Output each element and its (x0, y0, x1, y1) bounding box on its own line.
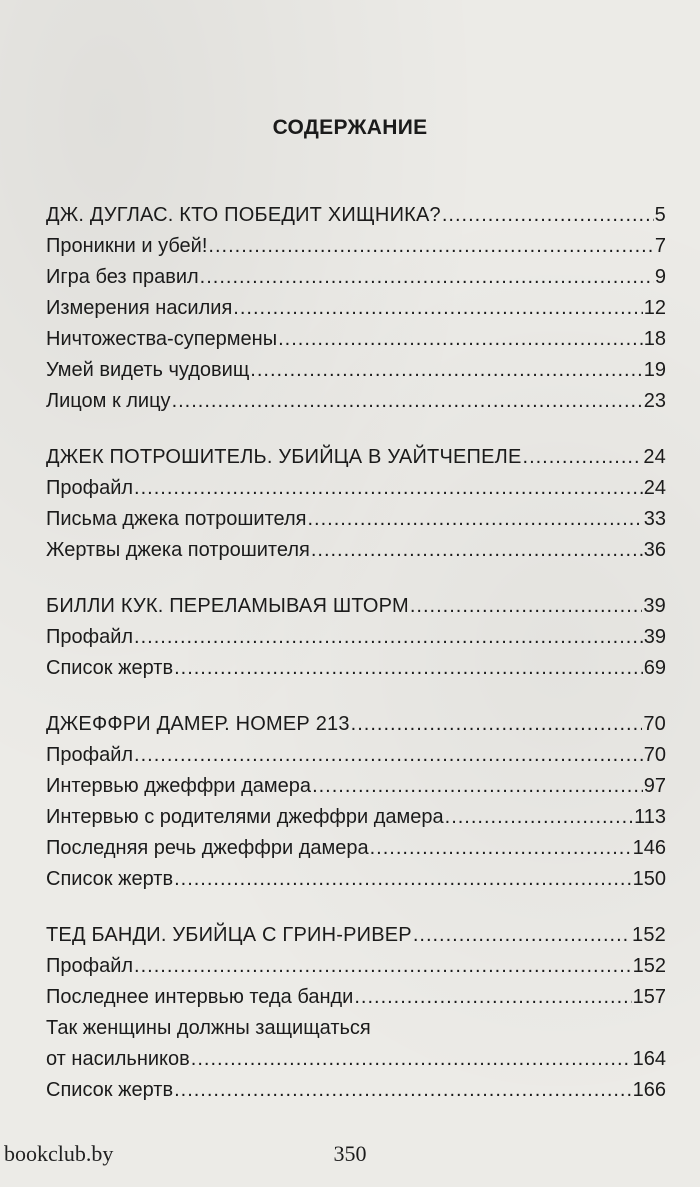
toc-entry-page: 12 (643, 297, 666, 319)
toc-entry (46, 324, 666, 355)
dot-leader (134, 740, 643, 771)
dot-leader (410, 591, 642, 622)
dot-leader (278, 324, 643, 355)
toc-entry-text-continued: от насильников (46, 1048, 190, 1070)
toc-entry-page: 150 (632, 868, 666, 890)
toc-heading (46, 709, 666, 740)
toc-section (46, 920, 666, 1106)
toc-entry (46, 864, 666, 895)
toc-heading-page: 70 (643, 713, 666, 735)
toc-entry (46, 833, 666, 864)
toc-entry-text: Профайл (46, 744, 134, 766)
toc-entry (46, 802, 666, 833)
toc-entry-text: Игра без правил (46, 266, 199, 288)
toc-entry-page: 33 (643, 508, 666, 530)
toc-entry (46, 473, 666, 504)
toc-entry-page: 23 (643, 390, 666, 412)
dot-leader (208, 231, 653, 262)
toc-heading-page: 24 (643, 446, 666, 468)
toc-entry-text: Так женщины должны защищаться (46, 1017, 371, 1039)
toc-heading-page: 39 (643, 595, 666, 617)
toc-entry-text: Интервью с родителями джеффри дамера (46, 806, 444, 828)
toc-entry-page: 19 (643, 359, 666, 381)
dot-leader (174, 1075, 632, 1106)
toc-heading-text: ДЖЕФФРИ ДАМЕР. НОМЕР 213 (46, 713, 350, 735)
toc-entry-text: Список жертв (46, 868, 174, 890)
dot-leader (413, 920, 631, 951)
page-number: 350 (333, 1141, 367, 1166)
toc-entry-page: 9 (654, 266, 666, 288)
toc-heading-text: ТЕД БАНДИ. УБИЙЦА С ГРИН-РИВЕР (46, 924, 412, 946)
dot-leader (312, 771, 643, 802)
dot-leader (134, 473, 643, 504)
toc-entry-page: 152 (632, 955, 666, 977)
toc-entry (46, 386, 666, 417)
toc-entry-page: 166 (632, 1079, 666, 1101)
toc-entry-text: Проникни и убей! (46, 235, 208, 257)
toc-entry (46, 1044, 666, 1075)
toc-entry-page: 146 (632, 837, 666, 859)
toc-entry (46, 771, 666, 802)
toc-entry (46, 293, 666, 324)
dot-leader (174, 653, 643, 684)
toc-entry-text: Профайл (46, 955, 134, 977)
toc-entry-text: Профайл (46, 626, 134, 648)
toc-entry (46, 504, 666, 535)
toc-entry-page: 24 (643, 477, 666, 499)
dot-leader (250, 355, 642, 386)
toc-entry-page: 7 (654, 235, 666, 257)
toc-entry-page: 97 (643, 775, 666, 797)
dot-leader (523, 442, 643, 473)
toc-entry-text: Ничтожества-супермены (46, 328, 278, 350)
watermark: bookclub.by (4, 1141, 114, 1166)
toc-entry-page: 18 (643, 328, 666, 350)
toc-entry (46, 653, 666, 684)
toc-entry-text: Лицом к лицу (46, 390, 171, 412)
toc-heading (46, 920, 666, 951)
toc-heading-text: ДЖЕК ПОТРОШИТЕЛЬ. УБИЙЦА В УАЙТЧЕПЕЛЕ (46, 446, 522, 468)
toc-entry-text: Умей видеть чудовищ (46, 359, 250, 381)
toc-entry (46, 355, 666, 386)
toc-heading-page: 152 (632, 924, 666, 946)
toc-entry-text: Список жертв (46, 657, 174, 679)
dot-leader (354, 982, 631, 1013)
dot-leader (134, 622, 643, 653)
toc-heading (46, 442, 666, 473)
toc-entry-text: Интервью джеффри дамера (46, 775, 312, 797)
toc-section (46, 442, 666, 566)
toc-heading-text: ДЖ. ДУГЛАС. КТО ПОБЕДИТ ХИЩНИКА? (46, 204, 441, 226)
toc-entry-text: Профайл (46, 477, 134, 499)
toc-entry (46, 535, 666, 566)
toc-entry (46, 1075, 666, 1106)
toc-entry-text: Список жертв (46, 1079, 174, 1101)
toc-entry-text: Измерения насилия (46, 297, 233, 319)
dot-leader (172, 386, 643, 417)
page-footer (0, 1141, 700, 1171)
dot-leader (445, 802, 633, 833)
dot-leader (307, 504, 642, 535)
dot-leader (174, 864, 632, 895)
dot-leader (233, 293, 642, 324)
toc-entry (46, 740, 666, 771)
page-title: СОДЕРЖАНИЕ (272, 116, 428, 139)
toc-heading-page: 5 (654, 204, 666, 226)
toc-entry-text: Письма джека потрошителя (46, 508, 307, 530)
dot-leader (200, 262, 654, 293)
toc-entry-page: 113 (634, 806, 666, 828)
toc-entry (46, 951, 666, 982)
toc-heading (46, 200, 666, 231)
toc-entry-page: 164 (632, 1048, 666, 1070)
dot-leader (311, 535, 643, 566)
toc-entry-text: Жертвы джека потрошителя (46, 539, 310, 561)
toc-entry-text: Последняя речь джеффри дамера (46, 837, 369, 859)
toc-entry-page: 70 (643, 744, 666, 766)
dot-leader (351, 709, 643, 740)
toc-heading-text: БИЛЛИ КУК. ПЕРЕЛАМЫВАЯ ШТОРМ (46, 595, 409, 617)
toc-entry-text: Последнее интервью теда банди (46, 986, 354, 1008)
toc-entry-page: 69 (643, 657, 666, 679)
dot-leader (370, 833, 632, 864)
toc-entry-page: 157 (632, 986, 666, 1008)
toc-entry (46, 262, 666, 293)
toc-section (46, 591, 666, 684)
table-of-contents (46, 200, 666, 1131)
toc-section (46, 709, 666, 895)
toc-entry (46, 982, 666, 1013)
toc-entry (46, 231, 666, 262)
toc-entry-page: 36 (643, 539, 666, 561)
toc-section (46, 200, 666, 417)
dot-leader (442, 200, 654, 231)
toc-entry (46, 622, 666, 653)
toc-entry-first-line (46, 1013, 666, 1044)
toc-heading (46, 591, 666, 622)
toc-entry-page: 39 (643, 626, 666, 648)
dot-leader (134, 951, 632, 982)
dot-leader (191, 1044, 632, 1075)
